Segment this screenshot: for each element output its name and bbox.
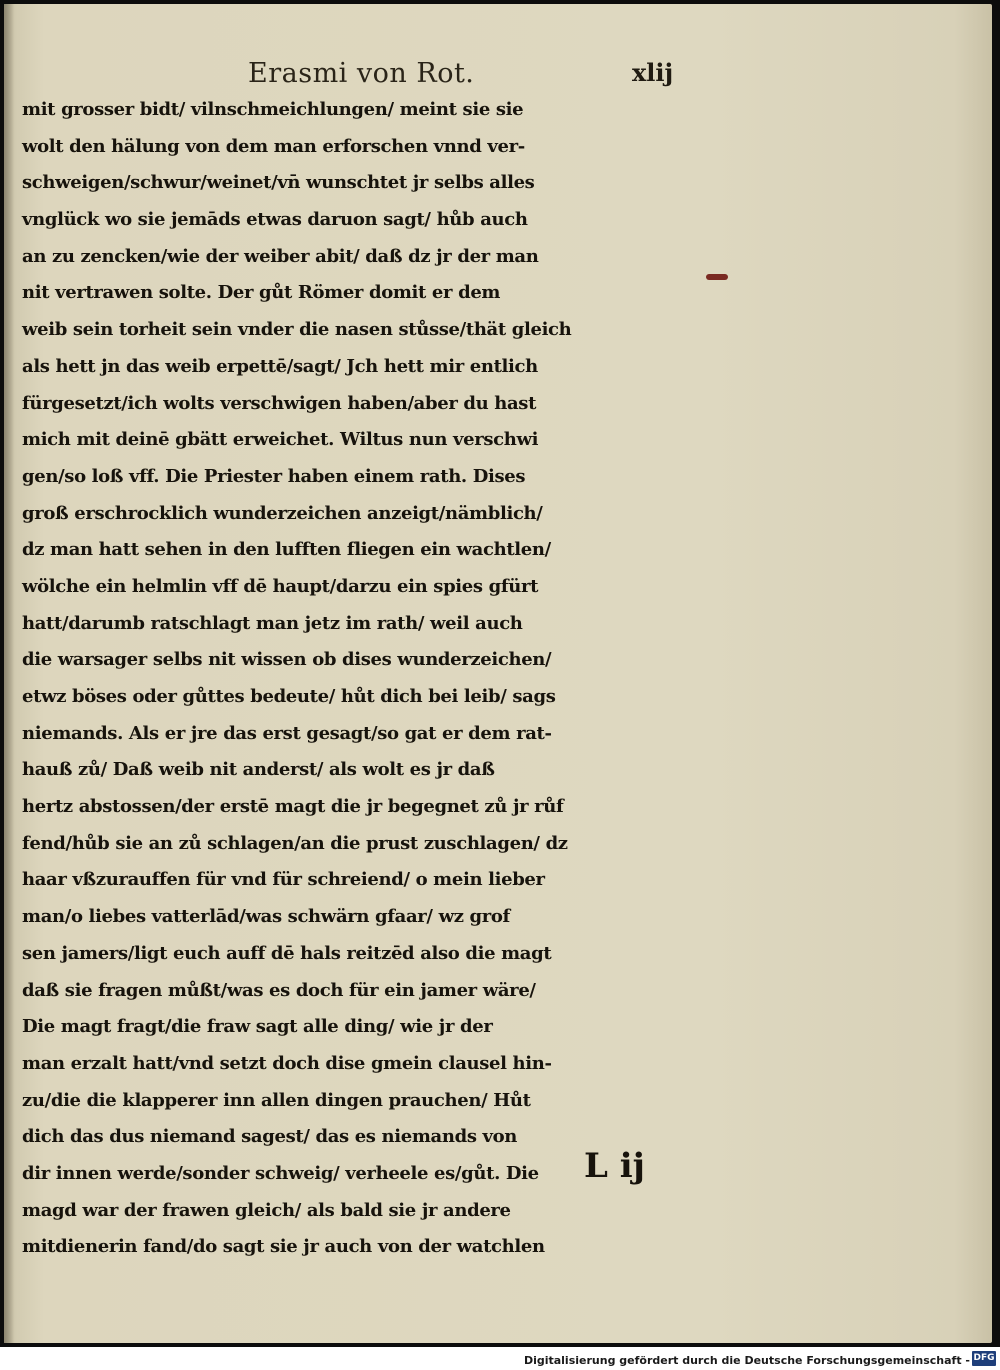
text-line: schweigen/schwur/weinet/vn̄ wunschtet jr selbs alles xyxy=(22,172,535,194)
page-header xyxy=(10,58,998,94)
text-line: dz man hatt sehen in den lufften fliegen ein wachtlen/ xyxy=(22,539,551,561)
signature-mark: L ij xyxy=(584,1146,645,1186)
text-line: wolt den hälung von dem man erforschen vnnd ver- xyxy=(22,135,525,157)
text-line: als hett jn das weib erpettē/sagt/ Jch hett mir entlich xyxy=(22,355,538,377)
dfg-logo: DFG xyxy=(972,1351,996,1366)
text-line: dich das dus niemand sagest/ das es niemands von xyxy=(22,1126,518,1148)
text-line: magd war der frawen gleich/ als bald sie jr andere xyxy=(22,1199,511,1221)
folio-number: xlij xyxy=(632,58,674,87)
text-line: man erzalt hatt/vnd setzt doch dise gmein clausel hin- xyxy=(22,1052,552,1074)
text-line: sen jamers/ligt euch auff dē hals reitzēd also die magt xyxy=(22,942,552,964)
text-line: Die magt fragt/die fraw sagt alle ding/ wie jr der xyxy=(22,1016,493,1038)
text-line: niemands. Als er jre das erst gesagt/so gat er dem rat- xyxy=(22,722,552,744)
text-line: die warsager selbs nit wissen ob dises wunderzeichen/ xyxy=(22,649,552,671)
text-line: nit vertrawen solte. Der gůt Römer domit er dem xyxy=(22,282,501,304)
page-gutter-shadow xyxy=(4,4,14,1343)
text-line: groß erschrocklich wunderzeichen anzeigt/nämblich/ xyxy=(22,502,543,524)
running-head: Erasmi von Rot. xyxy=(248,58,475,89)
text-line: weib sein torheit sein vnder die nasen stůsse/thät gleich xyxy=(22,319,572,341)
text-line: dir innen werde/sonder schweig/ verheele es/gůt. Die xyxy=(22,1162,539,1184)
text-line: mich mit deinē gbätt erweichet. Wiltus nun verschwi xyxy=(22,429,539,451)
text-line: etwz böses oder gůttes bedeute/ hůt dich bei leib/ sags xyxy=(22,686,556,707)
text-line: gen/so loß vff. Die Priester haben einem rath. Dises xyxy=(22,465,526,487)
text-line: daß sie fragen můßt/was es doch für ein jamer wäre/ xyxy=(22,979,536,1001)
text-line: haar vßzurauffen für vnd für schreiend/ o mein lieber xyxy=(22,869,545,891)
text-line: vnglück wo sie jemāds etwas daruon sagt/ hůb auch xyxy=(22,209,528,231)
text-line: hatt/darumb ratschlagt man jetz im rath/ weil auch xyxy=(22,612,523,634)
text-line: hertz abstossen/der erstē magt die jr begegnet zů jr růf xyxy=(22,796,564,818)
text-line: mit grosser bidt/ vilnschmeichlungen/ meint sie sie xyxy=(22,99,524,120)
funding-credit: Digitalisierung gefördert durch die Deutsche Forschungsgemeinschaft - xyxy=(523,1354,970,1367)
margin-mark xyxy=(706,274,728,280)
text-line: man/o liebes vatterlād/was schwärn gfaar/ wz grof xyxy=(22,906,510,928)
text-line: an zu zencken/wie der weiber abit/ daß dz jr der man xyxy=(22,245,539,267)
text-line: fürgesetzt/ich wolts verschwigen haben/aber du hast xyxy=(22,392,537,414)
text-line: mitdienerin fand/do sagt sie jr auch von der watchlen xyxy=(22,1236,545,1258)
body-text xyxy=(22,92,722,1266)
text-line: hauß zů/ Daß weib nit anderst/ als wolt es jr daß xyxy=(22,759,495,781)
text-line: wölche ein helmlin vff dē haupt/darzu ein spies gfürt xyxy=(22,575,539,597)
text-line: fend/hůb sie an zů schlagen/an die prust zuschlagen/ dz xyxy=(22,832,568,854)
text-line: zu/die die klapperer inn allen dingen prauchen/ Hůt xyxy=(22,1089,531,1111)
